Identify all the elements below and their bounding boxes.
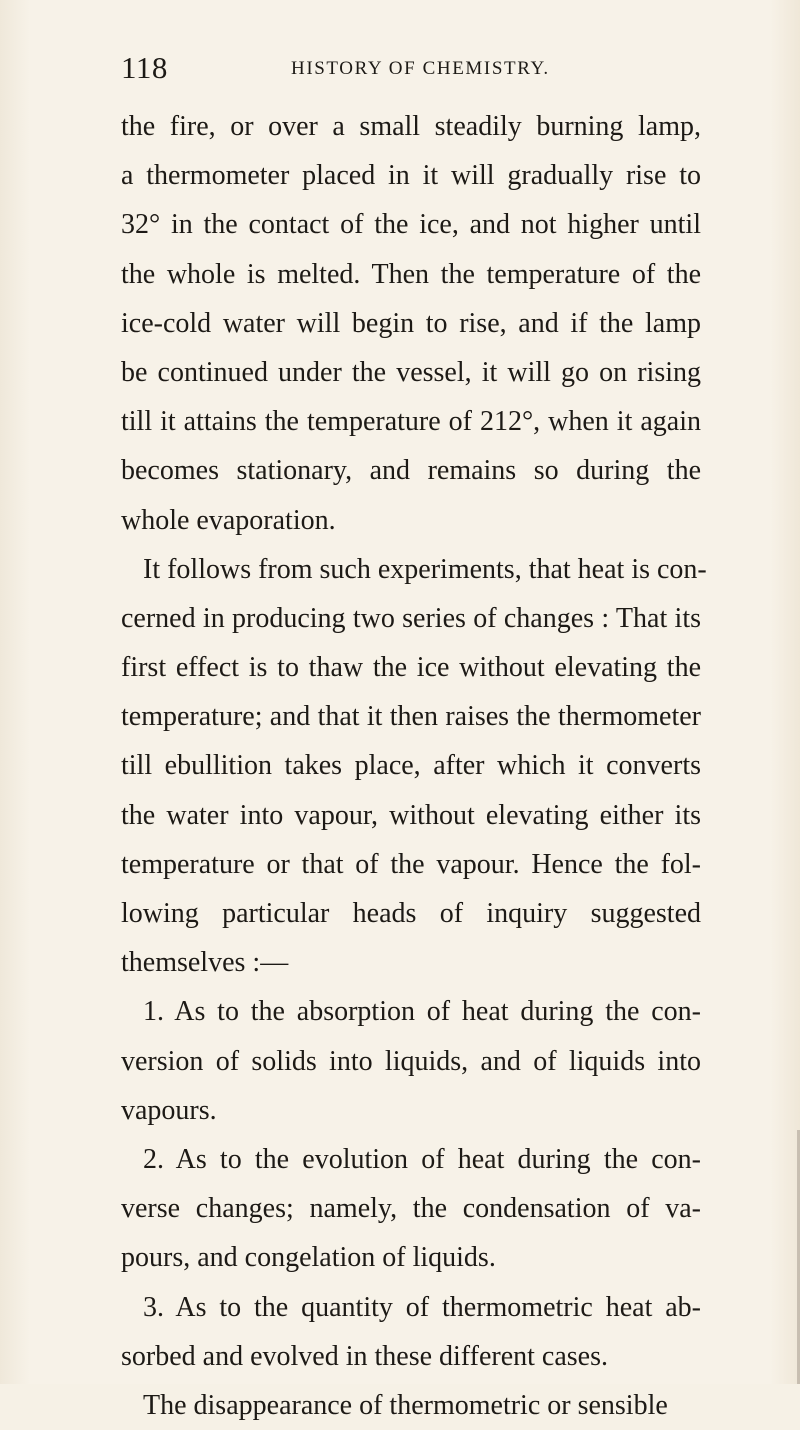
text-line: temperature; and that it then raises the thermometer bbox=[121, 701, 701, 733]
text-line: first effect is to thaw the ice without elevating the bbox=[121, 652, 701, 684]
text-line: sorbed and evolved in these different cases. bbox=[121, 1340, 608, 1372]
body-text bbox=[121, 102, 707, 1430]
text-line: a thermometer placed in it will gradually rise to bbox=[121, 160, 701, 192]
text-line: till it attains the temperature of 212°, when it again bbox=[121, 406, 701, 438]
text-line: 2. As to the evolution of heat during the con- bbox=[143, 1143, 701, 1175]
text-line: 3. As to the quantity of thermometric heat ab- bbox=[143, 1291, 701, 1323]
text-line: version of solids into liquids, and of liquids into bbox=[121, 1045, 701, 1077]
text-line: ice-cold water will begin to rise, and if the lamp bbox=[121, 307, 701, 339]
text-line: the water into vapour, without elevating either its bbox=[121, 799, 701, 831]
text-line: It follows from such experiments, that heat is con- bbox=[143, 553, 707, 585]
text-line: lowing particular heads of inquiry suggested bbox=[121, 898, 701, 929]
page-header bbox=[121, 50, 681, 90]
text-line: till ebullition takes place, after which it converts bbox=[121, 750, 701, 782]
text-line: pours, and congelation of liquids. bbox=[121, 1242, 496, 1274]
text-line: becomes stationary, and remains so during the bbox=[121, 455, 701, 487]
text-line: be continued under the vessel, it will go on rising bbox=[121, 356, 701, 388]
running-head: HISTORY OF CHEMISTRY. bbox=[291, 58, 550, 79]
text-line: 1. As to the absorption of heat during the con- bbox=[143, 996, 701, 1028]
page-number: 118 bbox=[121, 50, 168, 85]
text-line: the whole is melted. Then the temperature of the bbox=[121, 258, 701, 290]
text-line: cerned in producing two series of changes : That its bbox=[121, 602, 701, 634]
text-line: vapours. bbox=[121, 1094, 217, 1126]
text-line: temperature or that of the vapour. Hence the fol- bbox=[121, 848, 701, 880]
text-line: 32° in the contact of the ice, and not higher until bbox=[121, 209, 701, 241]
text-line: the fire, or over a small steadily burning lamp, bbox=[121, 111, 701, 142]
text-line: verse changes; namely, the condensation of va- bbox=[121, 1193, 701, 1225]
text-line: The disappearance of thermometric or sensible bbox=[143, 1389, 668, 1421]
text-line: whole evaporation. bbox=[121, 504, 336, 536]
text-line: themselves :— bbox=[121, 947, 289, 979]
